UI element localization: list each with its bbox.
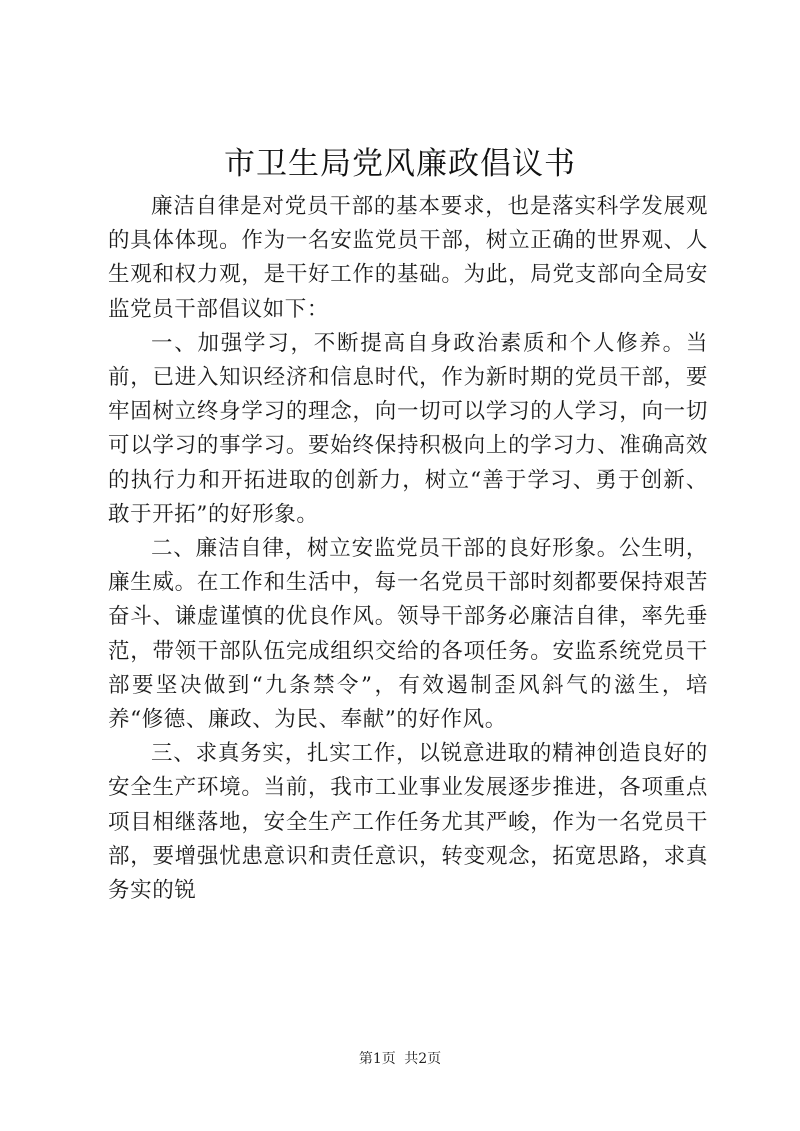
- paragraph-point-1: 一、加强学习，不断提高自身政治素质和个人修养。当前，已进入知识经济和信息时代，作为新时期的党员干部，要牢固树立终身学习的理念，向一切可以学习的人学习，向一切可以学习的事学习。要始终保持积极向上的学习力、准确高效的执行力和开拓进取的创新力，树立“善于学习、勇于创新、敢于开拓”的好形象。: [108, 330, 708, 527]
- page-footer: [0, 1048, 800, 1068]
- paragraph-intro: 廉洁自律是对党员干部的基本要求，也是落实科学发展观的具体体现。作为一名安监党员干部，树立正确的世界观、人生观和权力观，是干好工作的基础。为此，局党支部向全局安监党员干部倡议如下：: [108, 194, 708, 322]
- paragraph-point-2: 二、廉洁自律，树立安监党员干部的良好形象。公生明，廉生威。在工作和生活中，每一名党员干部时刻都要保持艰苦奋斗、谦虚谨慎的优良作风。领导干部务必廉洁自律，率先垂范，带领干部队伍完成组织交给的各项任务。安监系统党员干部要坚决做到“九条禁令”，有效遏制歪风斜气的滋生，培养“修德、廉政、为民、奉献”的好作风。: [108, 536, 708, 733]
- paragraph-point-3: 三、求真务实，扎实工作，以锐意进取的精神创造良好的安全生产环境。当前，我市工业事业发展逐步推进，各项重点项目相继落地，安全生产工作任务尤其严峻，作为一名党员干部，要增强忧患意识和责任意识，转变观念，拓宽思路，求真务实的锐: [108, 741, 708, 904]
- page-number: 第1页: [358, 1051, 396, 1067]
- document-title: 市卫生局党风廉政倡议书: [224, 146, 576, 182]
- document-body: [108, 190, 708, 908]
- page-total: 共2页: [404, 1051, 442, 1067]
